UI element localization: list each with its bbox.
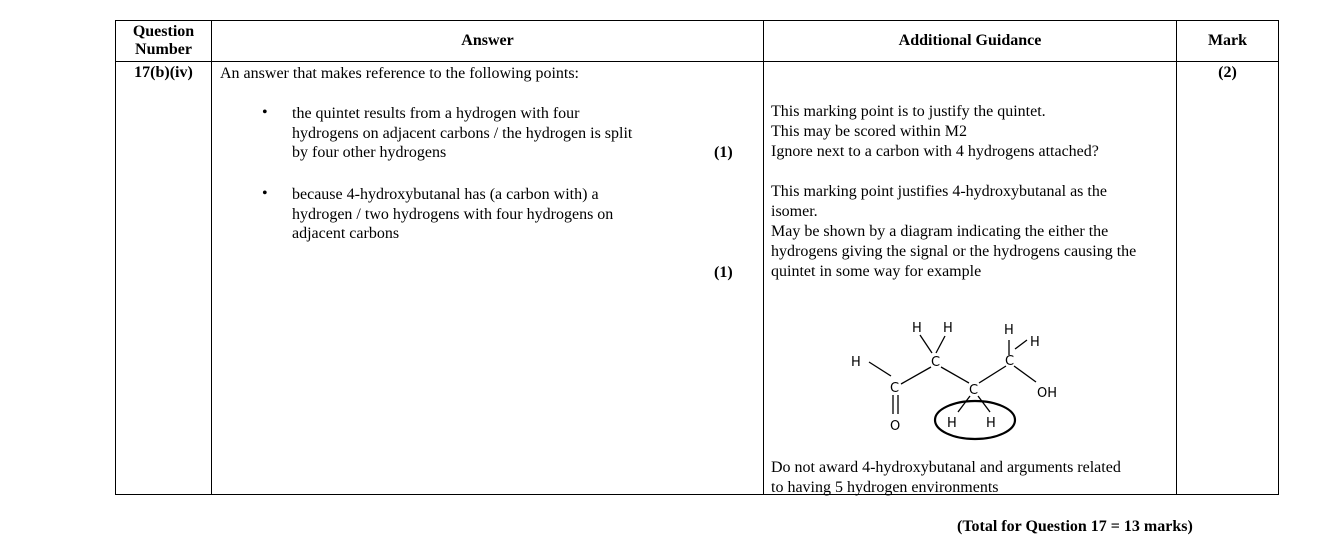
- bullet-icon: •: [262, 185, 268, 202]
- header-mark: Mark: [1177, 21, 1279, 62]
- structure-diagram: [849, 312, 1089, 442]
- guidance-text: This marking point is to justify the quintet.: [771, 103, 1046, 120]
- header-question-number: Question Number: [116, 21, 212, 62]
- point-1-line-2: hydrogens on adjacent carbons / the hydrogen is split: [292, 125, 633, 142]
- guidance-text: Ignore next to a carbon with 4 hydrogens attached?: [771, 143, 1099, 160]
- point-1-line-3: by four other hydrogens: [292, 144, 447, 161]
- answer-intro: An answer that makes reference to the following points:: [220, 65, 579, 82]
- atom-label: O: [890, 419, 901, 434]
- guidance-cell: [764, 62, 1177, 495]
- answer-cell: [212, 62, 764, 495]
- atom-label: H: [1004, 323, 1014, 338]
- bullet-icon: •: [262, 104, 268, 121]
- point-2-line-2: hydrogen / two hydrogens with four hydrogens on: [292, 206, 614, 223]
- atom-label: H: [986, 416, 996, 431]
- guidance-text: to having 5 hydrogen environments: [771, 479, 999, 496]
- guidance-text: hydrogens giving the signal or the hydrogens causing the: [771, 243, 1137, 260]
- bonds: [869, 335, 1036, 414]
- point-2-mark: (1): [714, 264, 733, 281]
- atom-label: C: [931, 355, 941, 370]
- guidance-text: This may be scored within M2: [771, 123, 967, 140]
- table-row: [116, 62, 1279, 495]
- atom-label: H: [912, 321, 922, 336]
- guidance-text: quintet in some way for example: [771, 263, 982, 280]
- header-guidance: Additional Guidance: [764, 21, 1177, 62]
- atom-label: C: [1005, 354, 1015, 369]
- mark-scheme-table: [115, 20, 1279, 495]
- atom-label: OH: [1037, 386, 1058, 401]
- point-2-line-1: because 4-hydroxybutanal has (a carbon with) a: [292, 186, 599, 203]
- point-1-line-1: the quintet results from a hydrogen with four: [292, 105, 580, 122]
- atom-label: H: [943, 321, 953, 336]
- point-2-line-3: adjacent carbons: [292, 225, 400, 242]
- header-row: [116, 21, 1279, 62]
- mark-value: (2): [1177, 62, 1279, 495]
- atom-label: H: [1030, 335, 1040, 350]
- guidance-text: This marking point justifies 4-hydroxybutanal as the: [771, 183, 1107, 200]
- guidance-text: isomer.: [771, 203, 818, 220]
- atom-label: C: [890, 381, 900, 396]
- guidance-text: May be shown by a diagram indicating the either the: [771, 223, 1109, 240]
- atom-label: H: [947, 416, 957, 431]
- question-number: 17(b)(iv): [116, 62, 212, 495]
- header-answer: Answer: [212, 21, 764, 62]
- guidance-text: Do not award 4-hydroxybutanal and arguments related: [771, 459, 1121, 476]
- question-total: (Total for Question 17 = 13 marks): [957, 518, 1193, 535]
- point-1-mark: (1): [714, 144, 733, 161]
- atom-label: C: [969, 383, 979, 398]
- atom-label: H: [851, 355, 861, 370]
